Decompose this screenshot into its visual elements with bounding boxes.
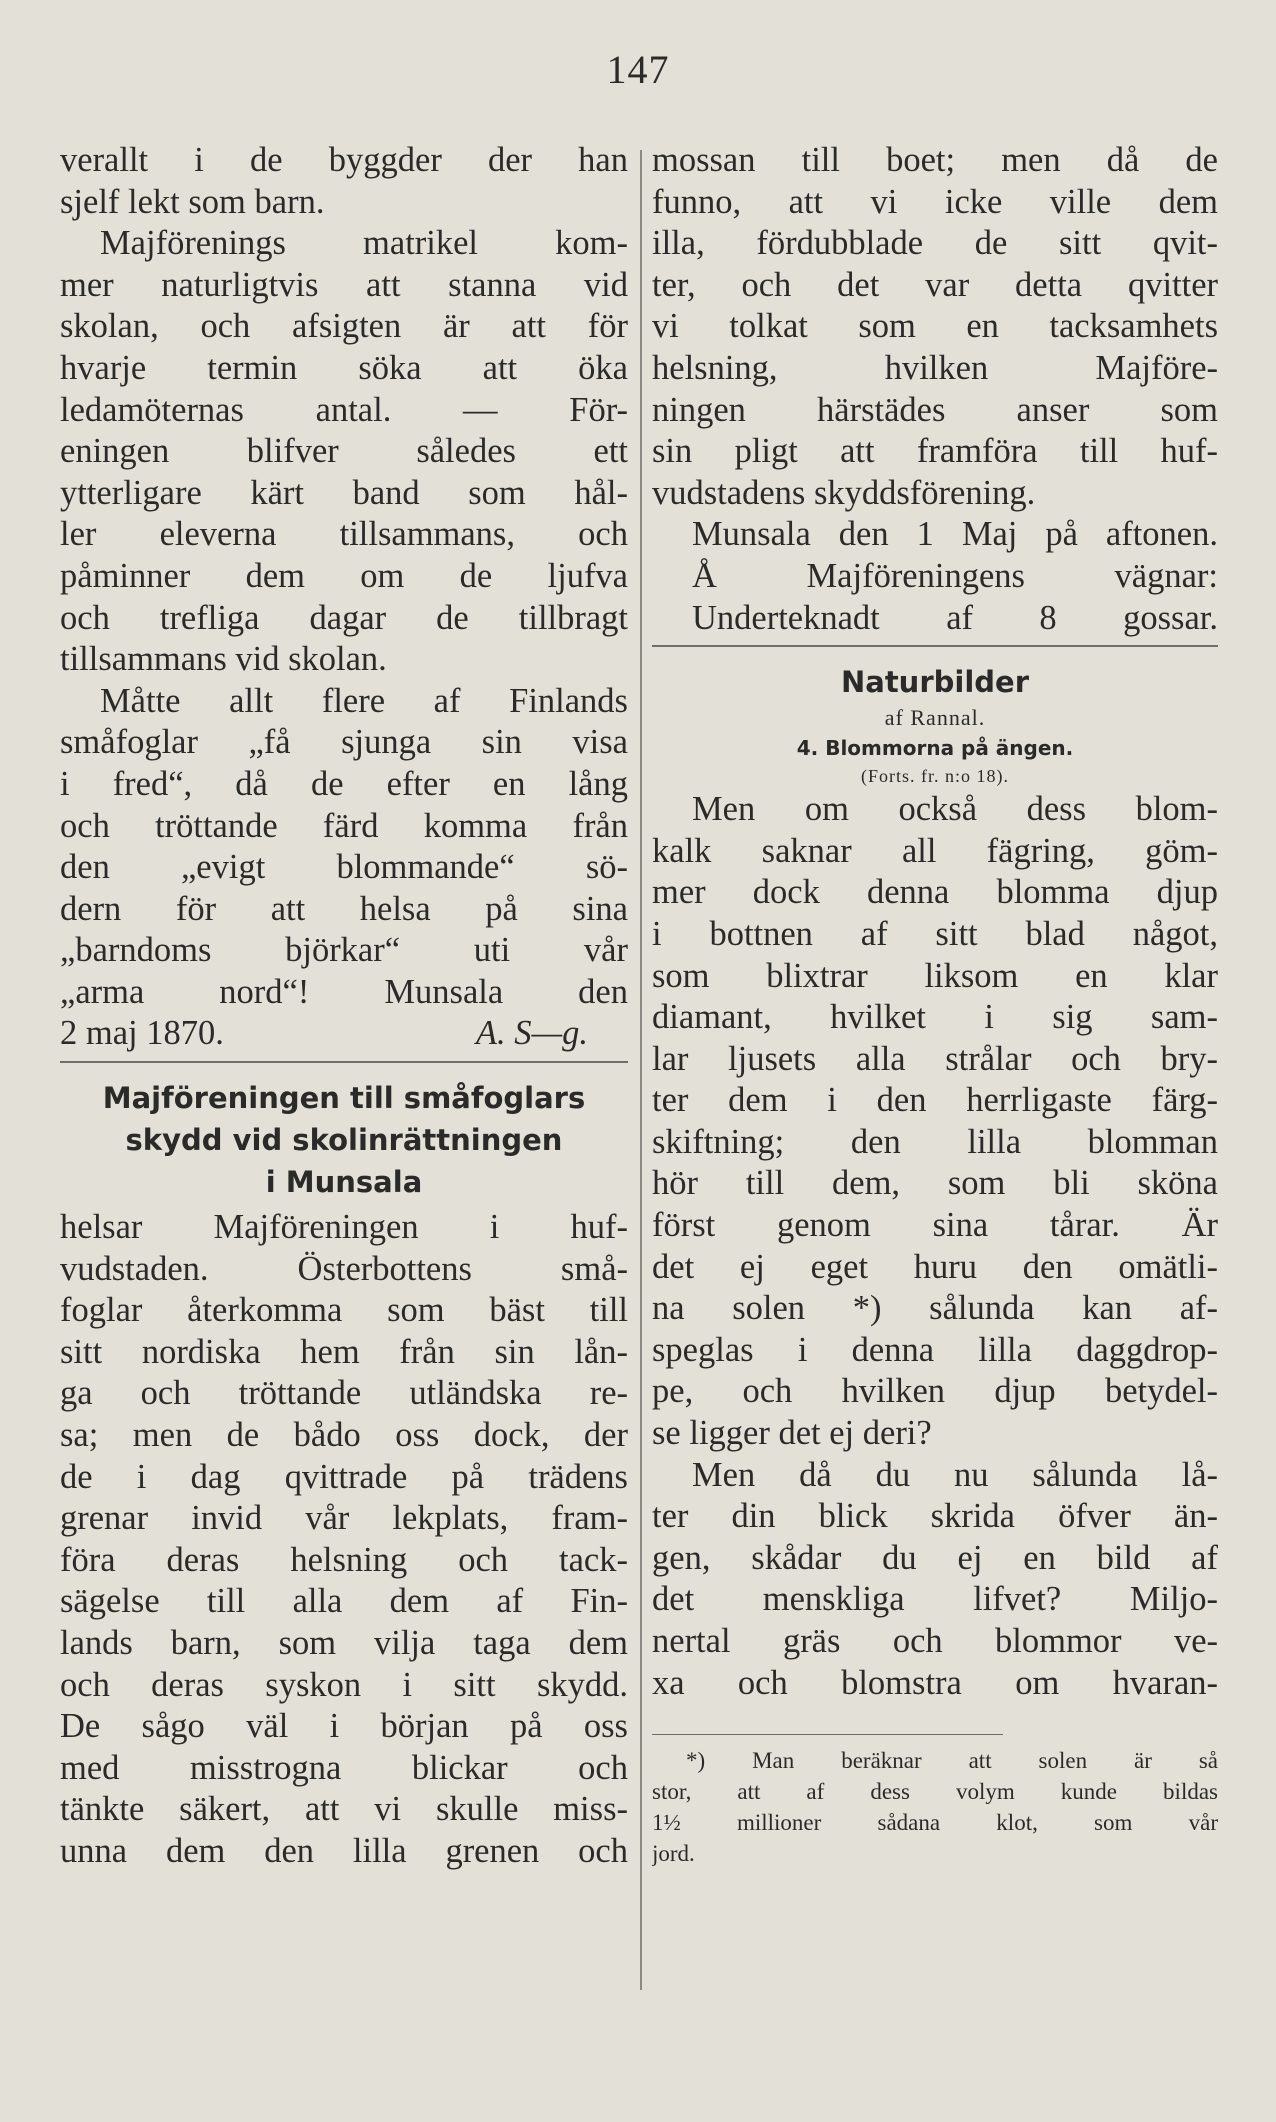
text-line: lands barn, som vilja taga dem bbox=[60, 1624, 628, 1662]
signature: A. S—g. bbox=[475, 1014, 588, 1053]
text-line: vudstadens skyddsförening. bbox=[652, 473, 1036, 512]
text-line: Men då du nu sålunda lå- bbox=[692, 1455, 1218, 1494]
text-line: ter, och det var detta qvitter bbox=[652, 265, 1218, 304]
heading-continued-note: (Forts. fr. n:o 18). bbox=[861, 766, 1009, 787]
text-line: gen, skådar du ej en bild af bbox=[652, 1538, 1218, 1577]
left-paragraph-4 bbox=[60, 1207, 628, 1873]
text-line: illa, fördubblade de sitt qvit- bbox=[652, 224, 1218, 263]
footnote-separator bbox=[652, 1734, 1003, 1735]
footnote-line: 1½ millioner sådana klot, som vår bbox=[652, 1810, 1218, 1836]
text-line: mer dock denna blomma djup bbox=[652, 873, 1218, 912]
date-text: 2 maj 1870. bbox=[60, 1014, 224, 1053]
text-line: mer naturligtvis att stanna vid bbox=[60, 265, 628, 304]
text-line: tänkte säkert, att vi skulle miss- bbox=[60, 1790, 628, 1829]
text-line: det menskliga lifvet? Miljo- bbox=[652, 1580, 1218, 1619]
text-line: ga och tröttande utländska re- bbox=[60, 1374, 628, 1413]
text-line: dern för att helsa på sina bbox=[60, 889, 628, 928]
text-line: ter din blick skrida öfver än- bbox=[652, 1497, 1218, 1536]
naturbilder-heading bbox=[652, 661, 1218, 789]
heading-line: skydd vid skolinrättningen bbox=[125, 1123, 563, 1158]
text-line: verallt i de byggder der han bbox=[60, 141, 628, 179]
text-line: sitt nordiska hem från sin lån- bbox=[60, 1332, 628, 1371]
text-line: och deras syskon i sitt skydd. bbox=[60, 1665, 628, 1704]
text-line: den „evigt blommande“ sö- bbox=[60, 848, 628, 887]
on-behalf-line: Å Majföreningens vägnar: bbox=[692, 556, 1218, 595]
text-line: det ej eget huru den omätli- bbox=[652, 1247, 1218, 1286]
text-line: ter dem i den herrligaste färg- bbox=[652, 1081, 1218, 1120]
text-line: ler eleverna tillsammans, och bbox=[60, 515, 628, 554]
text-line: se ligger det ej deri? bbox=[652, 1414, 932, 1453]
text-line: hör till dem, som bli sköna bbox=[652, 1164, 1218, 1203]
text-line: småfoglar „få sjunga sin visa bbox=[60, 723, 628, 762]
text-line: vi tolkat som en tacksamhets bbox=[652, 307, 1218, 346]
text-line: ningen härstädes anser som bbox=[652, 390, 1218, 429]
text-line: hvarje termin söka att öka bbox=[60, 348, 628, 387]
text-line: „barndoms björkar“ uti vår bbox=[60, 931, 628, 970]
section-separator bbox=[652, 645, 1218, 647]
text-line: skiftning; den lilla blomman bbox=[652, 1122, 1218, 1161]
heading-line: i Munsala bbox=[265, 1165, 423, 1200]
text-line: helsning, hvilken Majföre- bbox=[652, 348, 1218, 387]
text-line: grenar invid vår lekplats, fram- bbox=[60, 1499, 628, 1538]
text-line: De sågo väl i början på oss bbox=[60, 1707, 628, 1746]
text-line: ytterligare kärt band som hål- bbox=[60, 473, 628, 512]
text-line: först genom sina tårar. Är bbox=[652, 1206, 1218, 1245]
heading-author: af Rannal. bbox=[884, 705, 986, 731]
section-separator bbox=[60, 1061, 628, 1063]
right-paragraph-2 bbox=[652, 789, 1218, 1455]
text-line: ledamöternas antal. — För- bbox=[60, 390, 628, 429]
text-line: sägelse till alla dem af Fin- bbox=[60, 1582, 628, 1621]
date-signature-line bbox=[60, 1013, 628, 1055]
text-line: och trefliga dagar de tillbragt bbox=[60, 598, 628, 637]
text-line: påminner dem om de ljufva bbox=[60, 556, 628, 595]
heading-title: Naturbilder bbox=[840, 665, 1030, 700]
section-heading bbox=[60, 1077, 628, 1203]
text-line: som blixtrar liksom en klar bbox=[652, 956, 1218, 995]
text-line: funno, att vi icke ville dem bbox=[652, 182, 1218, 221]
column-divider bbox=[640, 150, 642, 1990]
text-line: „arma nord“! Munsala den bbox=[60, 972, 628, 1011]
heading-line: Majföreningen till småfoglars bbox=[102, 1081, 586, 1116]
text-line: sa; men de bådo oss dock, der bbox=[60, 1416, 628, 1455]
place-date-line: Munsala den 1 Maj på aftonen. bbox=[692, 515, 1218, 554]
text-line: Måtte allt flere af Finlands bbox=[100, 681, 628, 720]
left-column bbox=[60, 140, 628, 1873]
text-line: vudstaden. Österbottens små- bbox=[60, 1249, 628, 1288]
text-line: sjelf lekt som barn. bbox=[60, 182, 325, 221]
text-line: mossan till boet; men då de bbox=[652, 141, 1218, 179]
text-line: föra deras helsning och tack- bbox=[60, 1540, 628, 1579]
text-line: i bottnen af sitt blad något, bbox=[652, 914, 1218, 953]
signed-line: Underteknadt af 8 gossar. bbox=[692, 598, 1218, 637]
text-line: med misstrogna blickar och bbox=[60, 1748, 628, 1787]
text-line: tillsammans vid skolan. bbox=[60, 640, 387, 679]
left-paragraph-1 bbox=[60, 140, 628, 223]
page-number: 147 bbox=[606, 47, 670, 92]
right-paragraph-1 bbox=[652, 140, 1218, 514]
text-line: i fred“, då de efter en lång bbox=[60, 764, 628, 803]
right-paragraph-3 bbox=[652, 1455, 1218, 1705]
text-line: na solen *) sålunda kan af- bbox=[652, 1289, 1218, 1328]
footnote bbox=[652, 1745, 1218, 1869]
text-line: Men om också dess blom- bbox=[692, 790, 1218, 829]
right-column bbox=[652, 140, 1218, 1869]
left-paragraph-3 bbox=[60, 681, 628, 1055]
text-line: pe, och hvilken djup betydel- bbox=[652, 1372, 1218, 1411]
footnote-line: *) Man beräknar att solen är så bbox=[686, 1748, 1218, 1774]
heading-item: 4. Blommorna på ängen. bbox=[796, 736, 1074, 761]
text-line: kalk saknar all fägring, göm- bbox=[652, 831, 1218, 870]
text-line: och tröttande färd komma från bbox=[60, 806, 628, 845]
closing-block bbox=[652, 514, 1218, 639]
text-line: diamant, hvilket i sig sam- bbox=[652, 998, 1218, 1037]
text-line: speglas i denna lilla daggdrop- bbox=[652, 1330, 1218, 1369]
text-line: unna dem den lilla grenen och bbox=[60, 1831, 628, 1870]
text-line: foglar återkomma som bäst till bbox=[60, 1291, 628, 1330]
text-line: helsar Majföreningen i huf- bbox=[60, 1208, 628, 1247]
footnote-line: stor, att af dess volym kunde bildas bbox=[652, 1779, 1218, 1805]
text-line: xa och blomstra om hvaran- bbox=[652, 1663, 1218, 1702]
text-line: de i dag qvittrade på trädens bbox=[60, 1457, 628, 1496]
text-line: skolan, och afsigten är att för bbox=[60, 307, 628, 346]
left-paragraph-2 bbox=[60, 223, 628, 681]
text-line: Majförenings matrikel kom- bbox=[100, 224, 628, 263]
footnote-line: jord. bbox=[652, 1841, 695, 1867]
text-line: sin pligt att framföra till huf- bbox=[652, 432, 1218, 471]
text-line: lar ljusets alla strålar och bry- bbox=[652, 1039, 1218, 1078]
text-line: eningen blifver således ett bbox=[60, 432, 628, 471]
text-line: nertal gräs och blommor ve- bbox=[652, 1622, 1218, 1660]
